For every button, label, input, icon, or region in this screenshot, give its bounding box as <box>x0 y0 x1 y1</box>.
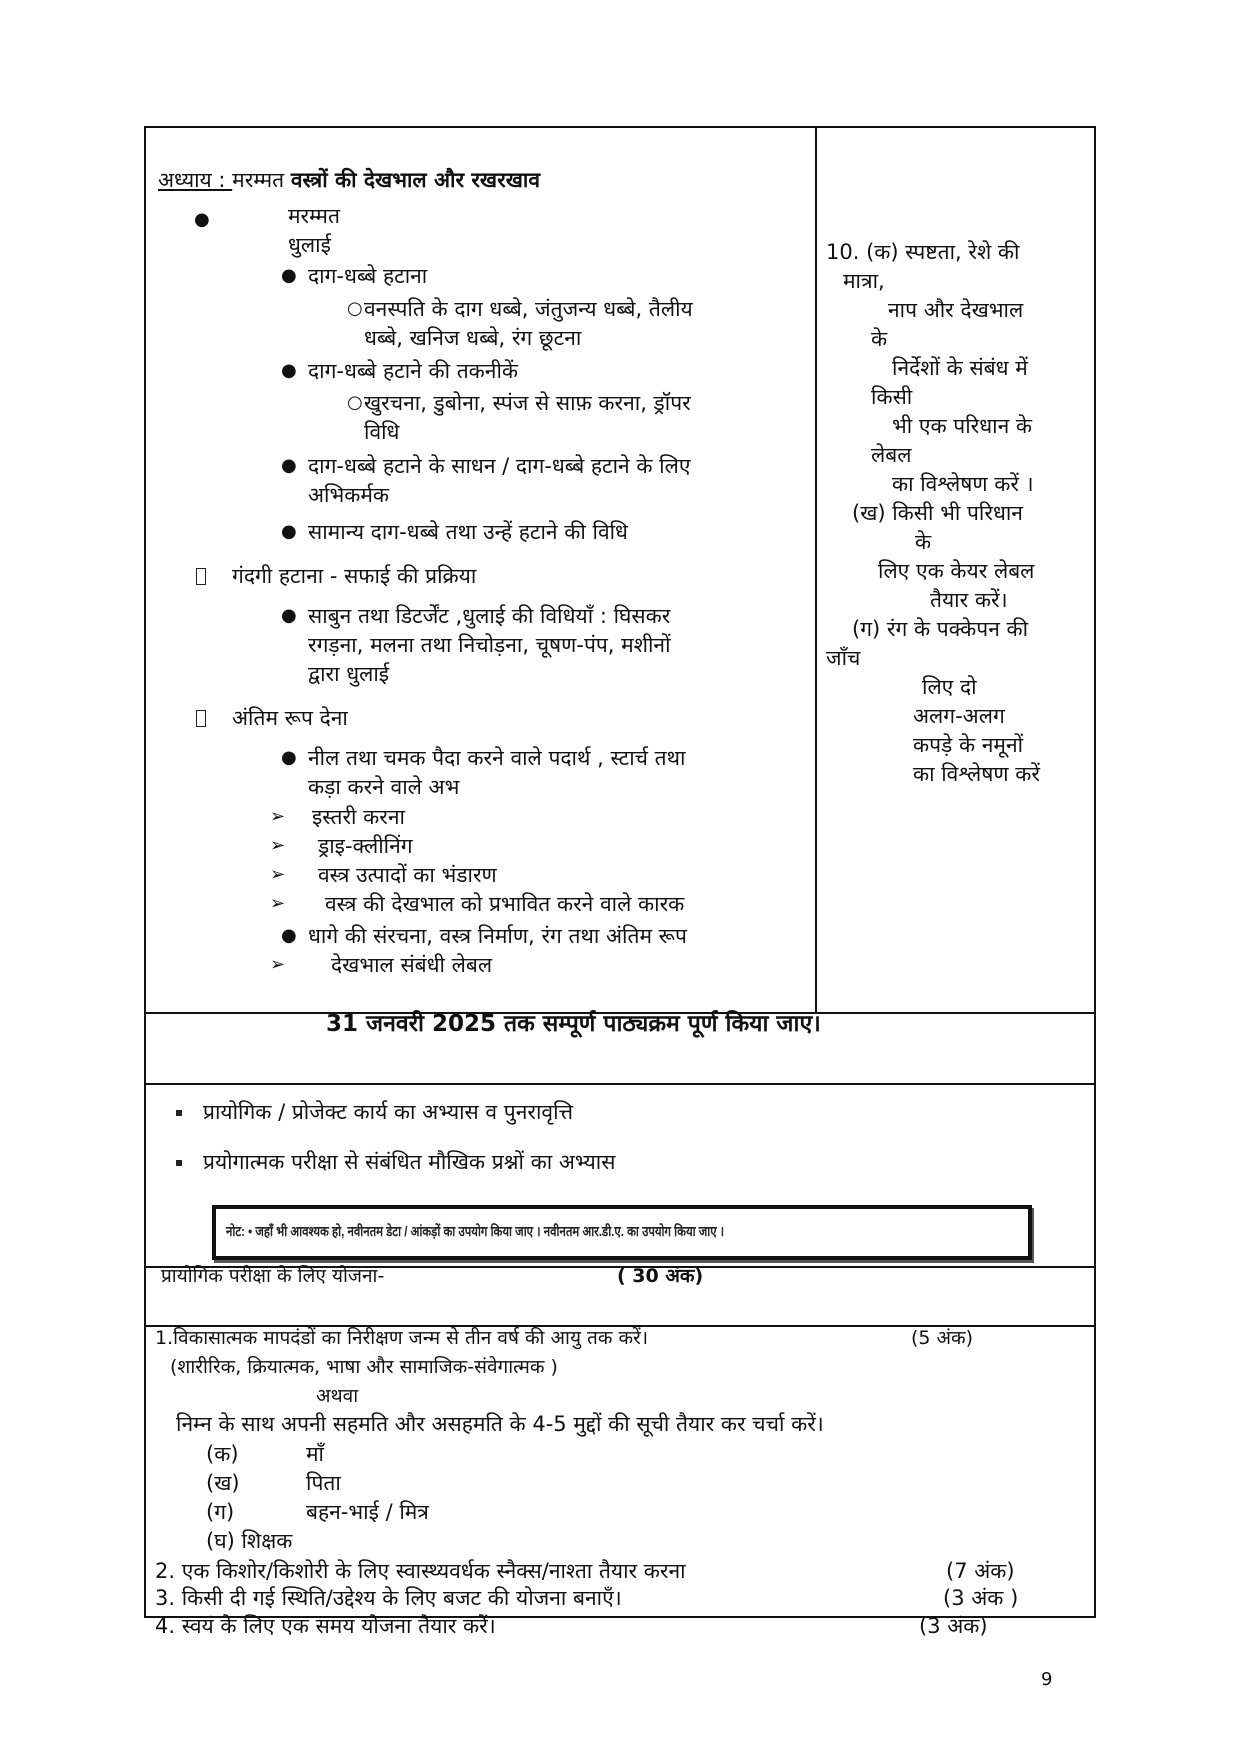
topic-washing: धुलाई <box>288 233 331 257</box>
option-a: माँ <box>306 1442 324 1466</box>
table-border-left <box>144 126 146 1618</box>
care-factors: वस्त्र की देखभाल को प्रभावित करने वाले कारक <box>325 892 685 916</box>
practical-line: नाप और देखभाल <box>888 298 1024 322</box>
question-1: 1.विकासात्मक मापदंडों का निरीक्षण जन्म से तीन वर्ष की आयु तक करें। <box>155 1327 649 1349</box>
chapter-prefix: अध्याय : <box>158 168 233 192</box>
column-divider <box>815 126 817 1012</box>
question-1-sub: (शारीरिक, क्रियात्मक, भाषा और सामाजिक-संवेगात्मक ) <box>170 1356 558 1378</box>
practical-line: अलग-अलग <box>913 704 1005 728</box>
techniques-line1: खुरचना, डुबोना, स्पंज से साफ़ करना, ड्रॉपर <box>364 391 691 415</box>
option-a-label: (क) <box>206 1442 239 1466</box>
question-2-marks: (7 अंक) <box>946 1559 1015 1583</box>
arrow-bullet-icon: ➢ <box>270 835 286 856</box>
question-3-marks: (3 अंक ) <box>943 1586 1019 1610</box>
question-3: 3. किसी दी गई स्थिति/उद्देश्य के लिए बजट की योजना बनाएँ। <box>155 1586 622 1610</box>
stain-types-line1: वनस्पति के दाग धब्बे, जंतुजन्य धब्बे, तैलीय <box>364 297 693 321</box>
topic-repair: मरम्मत <box>288 204 340 228</box>
plan-marks: ( 30 अंक) <box>617 1265 704 1287</box>
practical-line: लेबल <box>871 443 912 467</box>
option-c-label: (ग) <box>206 1500 235 1524</box>
practical-line: कपड़े के नमूनों <box>913 733 1024 757</box>
soap-line3: द्वारा धुलाई <box>308 662 390 686</box>
bullet-icon: ● <box>281 605 297 626</box>
practical-line: (ग) रंग के पक्केपन की <box>852 617 1029 641</box>
techniques-line2: विधि <box>364 420 400 444</box>
option-d: (घ) शिक्षक <box>206 1529 293 1553</box>
chapter-heading <box>158 166 540 194</box>
bullet-icon: ● <box>281 925 297 946</box>
missing-glyph-icon <box>196 710 206 727</box>
yarn-structure: धागे की संरचना, वस्त्र निर्माण, रंग तथा अंतिम रूप <box>308 924 687 948</box>
missing-glyph-icon <box>196 568 206 585</box>
option-c: बहन-भाई / मित्र <box>306 1500 429 1524</box>
practical-line: भी एक परिधान के <box>892 414 1033 438</box>
care-labels: देखभाल संबंधी लेबल <box>331 953 493 977</box>
page-number: 9 <box>1041 1669 1053 1690</box>
practical-line: लिए दो <box>922 675 977 699</box>
practical-line: का विश्लेषण करें <box>913 762 1040 786</box>
storage: वस्त्र उत्पादों का भंडारण <box>318 863 497 887</box>
bullet-icon: ● <box>281 360 297 381</box>
chapter-title: वस्त्रों की देखभाल और रखरखाव <box>290 168 540 192</box>
practical-line: किसी <box>871 385 913 409</box>
option-b-label: (ख) <box>206 1471 240 1495</box>
blue-line1: नील तथा चमक पैदा करने वाले पदार्थ , स्टार्च तथा <box>308 746 686 770</box>
blue-line2: कड़ा करने वाले अभ <box>308 775 460 799</box>
practical-line: जाँच <box>826 646 861 670</box>
question-4-marks: (3 अंक) <box>919 1614 988 1638</box>
bullet-icon: ● <box>281 265 297 286</box>
circle-bullet-icon: ○ <box>347 392 363 413</box>
note-box <box>212 1205 1032 1260</box>
bullet-icon: ● <box>194 209 210 230</box>
dirt-removal: गंदगी हटाना - सफाई की प्रक्रिया <box>232 564 477 588</box>
or-text: अथवा <box>316 1385 359 1407</box>
stain-tools-line1: दाग-धब्बे हटाने के साधन / दाग-धब्बे हटाने के लिए <box>308 454 691 478</box>
practical-line: 10. (क) स्पष्टता, रेशे की <box>826 240 1020 264</box>
arrow-bullet-icon: ➢ <box>270 893 286 914</box>
revision-item-2: प्रयोगात्मक परीक्षा से संबंधित मौखिक प्रश्नों का अभ्यास <box>203 1150 616 1174</box>
practical-line: निर्देशों के संबंध में <box>892 356 1028 380</box>
question-1-alt: निम्न के साथ अपनी सहमति और असहमति के 4-5 मुद्दों की सूची तैयार कर चर्चा करें। <box>176 1412 824 1436</box>
table-border-right <box>1094 126 1096 1618</box>
practical-line: मात्रा, <box>843 269 885 293</box>
square-bullet-icon <box>176 1160 182 1166</box>
stain-types-line2: धब्बे, खनिज धब्बे, रंग छूटना <box>364 326 582 350</box>
dry-cleaning: ड्राइ-क्लीनिंग <box>318 834 413 858</box>
finishing: अंतिम रूप देना <box>232 706 348 730</box>
row-divider-revision <box>144 1083 1096 1085</box>
soap-line1: साबुन तथा डिटर्जेंट ,धुलाई की विधियाँ : घिसकर <box>308 604 671 628</box>
ironing: इस्तरी करना <box>312 805 405 829</box>
chapter-word: मरम्मत <box>232 168 291 192</box>
bullet-icon: ● <box>281 455 297 476</box>
stain-techniques: दाग-धब्बे हटाने की तकनीकें <box>308 359 519 383</box>
practical-line: के <box>915 530 932 554</box>
arrow-bullet-icon: ➢ <box>270 806 286 827</box>
soap-line2: रगड़ना, मलना तथा निचोड़ना, चूषण-पंप, मशीनों <box>308 633 671 657</box>
revision-item-1: प्रायोगिक / प्रोजेक्ट कार्य का अभ्यास व पुनरावृत्ति <box>203 1100 574 1124</box>
arrow-bullet-icon: ➢ <box>270 954 286 975</box>
common-stains: सामान्य दाग-धब्बे तथा उन्हें हटाने की विधि <box>308 520 628 544</box>
note-text: नोट: • जहाँ भी आवश्यक हो, नवीनतम डेटा / आंकड़ों का उपयोग किया जाए । नवीनतम आर.डी.ए. का उपयोग किया जाए । <box>226 1223 725 1239</box>
practical-line: के <box>871 327 888 351</box>
circle-bullet-icon: ○ <box>347 298 363 319</box>
question-4: 4. स्वयं के लिए एक समय योजना तैयार करें। <box>155 1614 496 1638</box>
table-border-top <box>144 126 1096 128</box>
question-1-marks: (5 अंक) <box>911 1327 974 1349</box>
square-bullet-icon <box>176 1110 182 1116</box>
deadline-text: 31 जनवरी 2025 तक सम्पूर्ण पाठ्यक्रम पूर्ण किया जाए। <box>326 1011 821 1037</box>
plan-title: प्रायोगिक परीक्षा के लिए योजना- <box>161 1265 385 1287</box>
question-2: 2. एक किशोर/किशोरी के लिए स्वास्थ्यवर्धक स्नैक्स/नाश्ता तैयार करना <box>155 1559 686 1583</box>
practical-line: तैयार करें। <box>930 588 1008 612</box>
bullet-icon: ● <box>281 747 297 768</box>
option-b: पिता <box>306 1471 341 1495</box>
practical-line: लिए एक केयर लेबल <box>878 559 1035 583</box>
arrow-bullet-icon: ➢ <box>270 864 286 885</box>
practical-line: का विश्लेषण करें । <box>892 472 1034 496</box>
practical-line: (ख) किसी भी परिधान <box>852 501 1023 525</box>
bullet-icon: ● <box>281 521 297 542</box>
stain-removal: दाग-धब्बे हटाना <box>308 264 428 288</box>
stain-tools-line2: अभिकर्मक <box>308 483 390 507</box>
